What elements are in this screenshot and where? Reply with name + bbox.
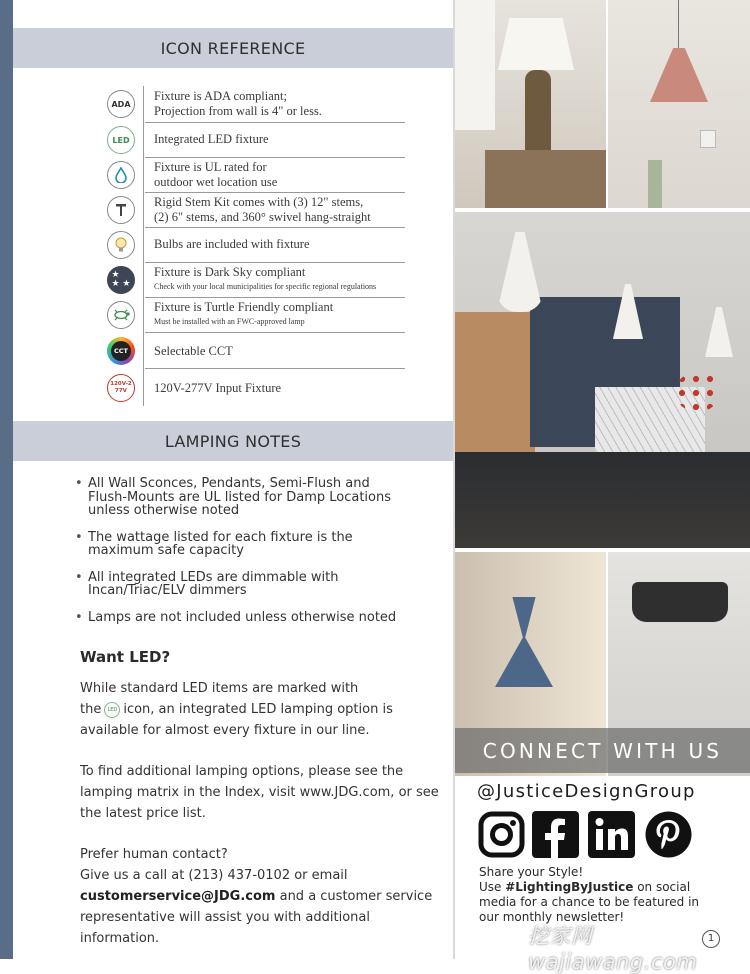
led-icon: LED	[107, 126, 135, 154]
led-icon: LED	[104, 702, 120, 718]
icon-row-led	[100, 125, 405, 155]
icon-row-bulbs	[100, 230, 405, 260]
list-item: • All Wall Sconces, Pendants, Semi-Flush and Flush-Mounts are UL listed for Damp Locations unless otherwise noted	[75, 477, 405, 518]
left-accent-bar	[0, 0, 13, 959]
list-item: • Lamps are not included unless otherwise noted	[75, 611, 405, 625]
page-number: 1	[702, 930, 720, 948]
row-rule	[145, 332, 405, 333]
turtle-icon	[107, 301, 135, 329]
icon-desc-line1: 120V-277V Input Fixture	[154, 381, 282, 395]
icon-row-voltage	[100, 373, 405, 403]
row-rule	[145, 297, 405, 298]
share-text: Share your Style! Use #LightingByJustice on social media for a chance to be featured in our monthly newsletter!	[479, 865, 700, 924]
icon-desc-line2: outdoor wet location use	[154, 175, 278, 189]
icon-row-stem-kit	[100, 195, 405, 225]
icon-desc-line1: Bulbs are included with fixture	[154, 237, 310, 251]
icon-desc-line1: Fixture is UL rated for	[154, 160, 267, 174]
linkedin-icon[interactable]	[588, 811, 635, 858]
icon-row-turtle	[100, 300, 405, 330]
light-bulb-icon	[107, 231, 135, 259]
row-rule	[145, 262, 405, 263]
watermark: 挖家网 wajiawang.com	[528, 924, 698, 974]
ada-icon: ADA	[107, 90, 135, 118]
customer-service-email-link[interactable]: customerservice@JDG.com	[80, 889, 276, 904]
list-item: • The wattage listed for each fixture is the maximum safe capacity	[75, 531, 405, 558]
hashtag: #LightingByJustice	[505, 880, 634, 894]
icon-row-dark-sky	[100, 265, 405, 295]
icon-desc-line1: Fixture is Turtle Friendly compliant	[154, 300, 334, 314]
want-led-heading: Want LED?	[80, 648, 171, 666]
icon-desc-line1: Fixture is ADA compliant;	[154, 89, 287, 103]
pinterest-icon[interactable]	[645, 811, 692, 858]
photo-pink-pendant	[608, 0, 750, 208]
want-led-paragraph: While standard LED items are marked with the LED icon, an integrated LED lamping option is available for almost every fixture in our line.	[80, 681, 393, 738]
icon-desc-line1: Selectable CCT	[154, 344, 233, 358]
connect-title: CONNECT WITH US	[482, 738, 723, 763]
icon-desc-line1: Rigid Stem Kit comes with (3) 12" stems,	[154, 195, 364, 209]
icon-desc-line2: (2) 6" stems, and 360° swivel hang-straight	[154, 210, 371, 224]
dark-sky-icon: ★ ★ ★	[107, 266, 135, 294]
connect-banner	[455, 728, 750, 773]
facebook-icon[interactable]	[532, 811, 579, 858]
lamping-notes-header	[13, 421, 453, 461]
lamping-notes-list	[75, 477, 405, 637]
icon-desc-note: Must be installed with an FWC-approved lamp	[154, 317, 305, 326]
row-rule	[145, 122, 405, 123]
stem-kit-icon	[107, 196, 135, 224]
list-item: • All integrated LEDs are dimmable with Incan/Triac/ELV dimmers	[75, 571, 405, 598]
photo-table-lamp	[455, 0, 606, 208]
instagram-icon[interactable]	[478, 811, 525, 858]
icon-desc-line1: Fixture is Dark Sky compliant	[154, 265, 306, 279]
additional-options-paragraph: To find additional lamping options, please see the lamping matrix in the Index, visit www.JDG.com, or see the latest price list.	[80, 764, 439, 821]
contact-paragraph: Prefer human contact? Give us a call at (213) 437-0102 or email customerservice@JDG.com and a customer service representative will assist you with additional information.	[80, 847, 433, 946]
voltage-icon: 120V-277V	[107, 374, 135, 402]
social-handle[interactable]: @JusticeDesignGroup	[477, 781, 696, 802]
icon-reference-title: ICON REFERENCE	[160, 38, 306, 58]
row-rule	[145, 368, 405, 369]
row-rule	[145, 192, 405, 193]
lamping-notes-title: LAMPING NOTES	[164, 431, 302, 451]
row-rule	[145, 157, 405, 158]
icon-reference-header	[13, 28, 453, 68]
icon-row-wet-location	[100, 160, 405, 190]
photo-kitchen	[455, 212, 750, 548]
icon-desc-line2: Projection from wall is 4" or less.	[154, 104, 322, 118]
icon-row-cct	[100, 336, 405, 366]
cct-icon: CCT	[107, 337, 135, 365]
row-rule	[145, 227, 405, 228]
icon-row-ada	[100, 89, 405, 119]
water-drop-icon	[107, 161, 135, 189]
icon-desc-line1: Integrated LED fixture	[154, 132, 269, 146]
icon-desc-note: Check with your local municipalities for specific regional regulations	[154, 282, 377, 291]
